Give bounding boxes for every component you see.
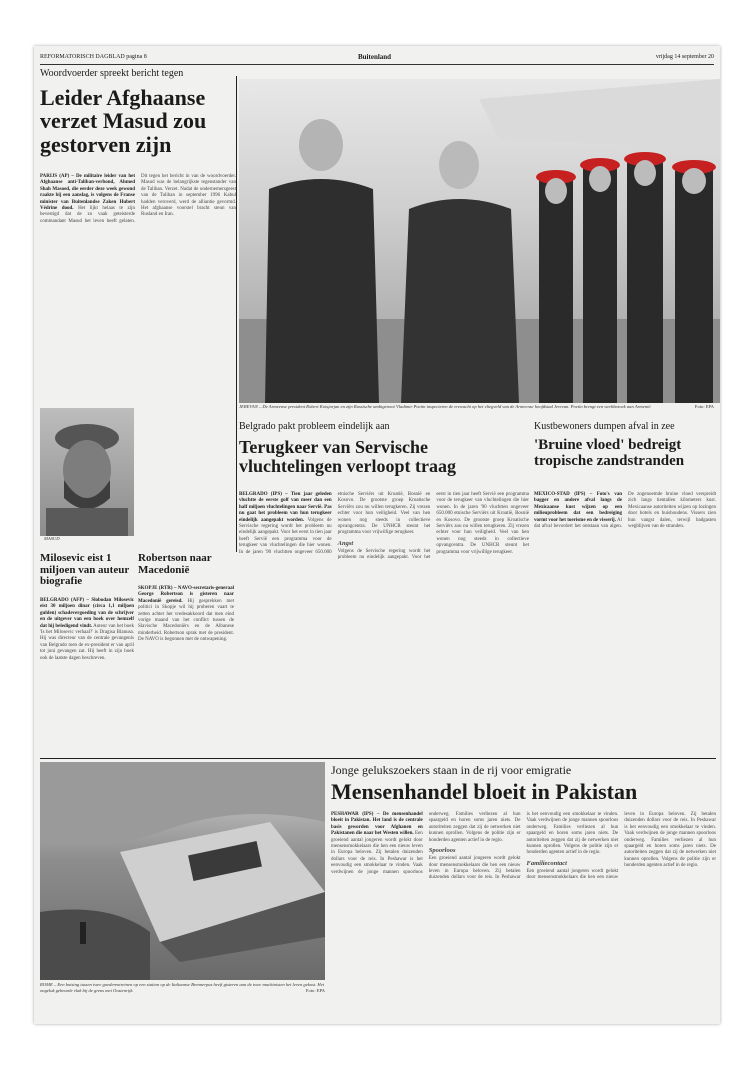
- header-left: REFORMATORISCH DAGBLAD pagina 8: [40, 54, 147, 60]
- algen-kicker: Kustbewoners dumpen afval in zee: [534, 421, 675, 432]
- bottom-photo-caption-text: ROME – Een botsing tussen twee goederentreinen op een station op de Italiaanse Brennerpas heeft gisteren aan de twee machinisten het leven gekost. Het ongeluk gebeurde vlak bij de grens met Oostenrijk.: [40, 982, 325, 993]
- masud-kicker: Woordvoerder spreekt bericht tegen: [40, 68, 184, 79]
- robertson-body: [138, 586, 234, 756]
- kosovo-headline: Terugkeer van Servische vluchtelingen verloopt traag: [239, 437, 456, 477]
- kosovo-text-2: Volgens de Servische regering wordt het probleem nu eindelijk aangepakt. Voor het eerst in tien jaar heeft Servië een programma voor de terugkeer van vluchtelingen die hier wonen. In de jaren '90 vluchtten ongeveer 650.000 etnische Serviërs uit Kroatië, Bosnië en Kosovo. De grootste groep Kroatische Serviërs zou nu willen terugkeren. Zij vrezen echter voor hun veiligheid. Veel van hen wonen nog steeds in collectieve opvangcentra. De UNHCR steunt het programma voor vrijwillige terugkeer.: [337, 492, 529, 561]
- milosevic-text: Auteur van het boek 'Is het Milosevic verhaal?' is Dragisa Blanusa. Hij was directeur van de centrale gevangenis van Belgrado toen de ex-president er van april tot juni gevangen zat. Hij heeft in zijn boek ook de laatste dagen beschreven.: [40, 623, 134, 661]
- robertson-headline: Robertson naar Macedonië: [138, 552, 212, 576]
- bottom-photo: [40, 762, 325, 980]
- milosevic-body: [40, 598, 134, 756]
- algen-headline: 'Bruine vloed' bedreigt tropische zandstranden: [534, 437, 685, 469]
- top-photo-caption: [239, 404, 714, 410]
- newspaper-page: [34, 46, 720, 1024]
- masud-body: [40, 174, 236, 404]
- pakistan-subhead-1: Spoorloos: [428, 846, 456, 854]
- masud-portrait: [40, 408, 134, 536]
- kosovo-subhead: Angst: [337, 539, 354, 547]
- bottom-photo-caption: [40, 982, 325, 993]
- section-divider: [40, 758, 716, 759]
- milosevic-lead: BELGRADO (AFP) – Slobodan Milosevic eist 30 miljoen dinar (circa 1,1 miljoen gulden) schadevergoeding van de schrijver en de uitgever van een boek over hemzelf dat hij beledigend vindt.: [40, 598, 134, 629]
- pakistan-kicker: Jonge gelukszoekers staan in de rij voor emigratie: [331, 763, 572, 777]
- pakistan-lead: PESHAWAR (IPS) – De mensenhandel bloeit in Pakistan. Het land is de centrale basis geworden voor Afghanen en Pakistanen die naar het Westen willen.: [331, 812, 423, 837]
- section-title: Buitenland: [358, 53, 392, 61]
- robertson-lead: SKOPJE (RTR) – NAVO-secretaris-generaal George Robertson is gisteren naar Macedonië gereisd.: [138, 586, 234, 604]
- top-photo-credit: Foto: EPA: [694, 404, 714, 409]
- pakistan-headline: Mensenhandel bloeit in Pakistan: [331, 779, 638, 804]
- algen-text: Al dat afval bevordert het ontstaan van algen. De zogenoemde bruine vloed verspreidt zich langs tientallen kilometers kust. Mexicaanse autoriteiten wijzen op lozingen door hotels en huishoudens. Vissers zien hun vangst dalen, terwijl badgasten wegblijven van de stranden.: [534, 492, 716, 529]
- pakistan-subhead-2: Familiecontact: [526, 859, 567, 867]
- kosovo-lead: BELGRADO (IPS) – Tien jaar geleden vluchtte de eerste golf van meer dan een half miljoen vluchtelingen naar Servië. Pas nu gaat het probleem van hun terugkeer eindelijk aangepakt worden.: [239, 492, 332, 523]
- pakistan-text-3: Een groeiend aantal jongeren wordt gelokt door mensensmokkelaars die hen een nieuw leven in Europa beloven. Zij betalen duizenden dollars voor de reis. In Peshawar is het eenvoudig een smokkelaar te vinden. Vaak verdwijnen de jonge mannen spoorloos onderweg. Families verliezen al hun spaargeld en horen soms jaren niets. De autoriteiten zeggen dat zij de netwerken niet kunnen oprollen. Volgens de politie zijn er honderden agenten actief in de regio.: [526, 812, 716, 881]
- page-header: [40, 54, 714, 65]
- header-date: vrijdag 14 september 20: [655, 54, 714, 60]
- masud-text: Het lijkt helaas te zijn bevestigd dat de zo vaak geteisterde commandant Masud het leven heeft gelaten. Dit tegen het bericht in van de woordvoerder. Masud was de belangrijkste tegenstander van de Taliban. Verzet. Nadat de ondernemersgeest van de Taliban in september 1996 Kabul hadden veroverd, werd de alliantie gevormd. Het afghaanse voorstel bracht steun van Rusland en Iran.: [40, 174, 236, 224]
- kosovo-kicker: Belgrado pakt probleem eindelijk aan: [239, 421, 390, 432]
- masud-lead: PARIJS (AP) – De militaire leider van het Afghaanse anti-Taliban-verbond, Ahmed Shah Masoed, die eerder deze week gewond raakte bij een aanslag, is volgens de Franse minister van Buitenlandse Zaken Hubert Védrine dood.: [40, 174, 135, 211]
- column-rule: [236, 76, 237, 552]
- masud-headline: Leider Afghaanse verzet Masud zou gestorven zijn: [40, 85, 207, 157]
- kosovo-body: [239, 492, 529, 754]
- milosevic-headline: Milosevic eist 1 miljoen van auteur biografie: [40, 552, 130, 588]
- robertson-text: Hij gesprekken met politici in Skopje wil hij proberen vaart te zetten achter het vredesakkoord dat men eind vorige maand van het conflict tussen de Slavische Macedoniërs en de Albanese minderheid. Robertson sprak met de president. De NAVO is begonnen met de ontwapening.: [138, 598, 235, 643]
- pakistan-text-2: Een groeiend aantal jongeren wordt gelokt door mensensmokkelaars die hen een nieuw leven in Europa beloven. Zij betalen duizenden dollars voor de reis. In Peshawar is het eenvoudig een smokkelaar te vinden. Vaak verdwijnen de jonge mannen spoorloos onderweg. Families verliezen al hun spaargeld en horen soms jaren niets. De autoriteiten zeggen dat zij de netwerken niet kunnen oprollen. Volgens de politie zijn er honderden agenten actief in de regio.: [428, 812, 619, 881]
- algen-lead: MEXICO-STAD (IPS) – Foto's van bagger en andere afval langs de Mexicaanse kust wijzen op een milieuprobleem dat een bedreiging vormt voor het toerisme en de visserij.: [534, 492, 622, 523]
- masud-photo-caption: MASUD: [44, 536, 60, 541]
- top-photo: [239, 79, 720, 403]
- kosovo-text: Volgens de Servische regering wordt het probleem nu eindelijk aangepakt. Voor het eerst in tien jaar heeft Servië een programma voor de terugkeer van vluchtelingen die hier wonen. In de jaren '90 vluchtten ongeveer 650.000 etnische Serviërs uit Kroatië, Bosnië en Kosovo. De grootste groep Kroatische Serviërs zou nu willen terugkeren. Zij vrezen echter voor hun veiligheid. Veel van hen wonen nog steeds in collectieve opvangcentra. De UNHCR steunt het programma voor vrijwillige terugkeer.: [239, 492, 431, 555]
- pakistan-text: Een groeiend aantal jongeren wordt gelokt door mensensmokkelaars die hen een nieuw leven in Europa beloven. Zij betalen duizenden dollars voor de reis. In Peshawar is het eenvoudig een smokkelaar te vinden. Vaak verdwijnen de jonge mannen spoorloos onderweg. Families verliezen al hun spaargeld en horen soms jaren niets. De autoriteiten zeggen dat zij de netwerken niet kunnen oprollen. Volgens de politie zijn er honderden agenten actief in de regio.: [331, 812, 521, 875]
- algen-body: [534, 492, 716, 754]
- pakistan-body: [331, 812, 716, 1012]
- top-photo-caption-text: JEREVAN – De Armeense president Robert Kotsjarjan en zijn Russische ambtgenoot Vladimir Poetin inspecteren de erewacht op het vliegveld van de Armeense hoofdstad Jerevan. Poetin brengt een werkbezoek aan Armenië.: [239, 404, 652, 409]
- bottom-photo-credit: Foto: EPA: [305, 987, 325, 993]
